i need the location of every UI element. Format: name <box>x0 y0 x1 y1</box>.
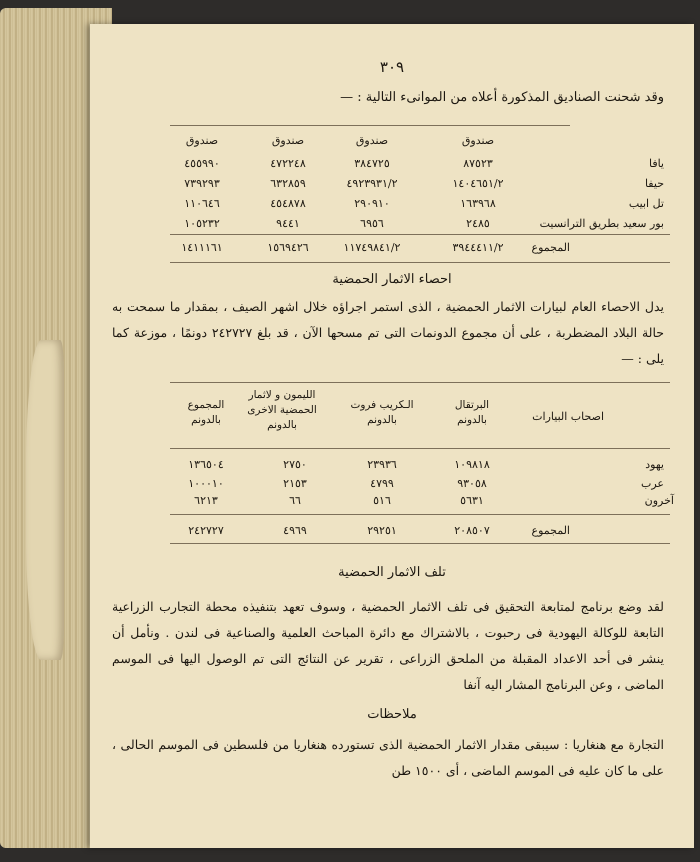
book-page <box>90 24 694 848</box>
table-cell: ٢١٥٣ <box>283 477 307 490</box>
page-number: ٣٠٩ <box>379 58 405 76</box>
table-cell: ٦٩٥٦ <box>360 217 384 230</box>
total-label: المجموع <box>531 241 570 254</box>
table-cell: ٩٤٤١ <box>276 217 300 230</box>
table-cell: ٥١٦ <box>373 494 391 507</box>
table-cell: ٢٤٨٥ <box>466 217 490 230</box>
table-top-rule <box>170 125 570 126</box>
col-header: اصحاب البيارات <box>532 410 604 423</box>
table-cell: ٤٥٥٩٩٠ <box>184 157 220 170</box>
table-cell: ٤٧٩٩ <box>370 477 394 490</box>
total-cell: ٣٩٤٤٤١١/٢ <box>452 241 504 254</box>
owner-label: عرب <box>641 477 664 490</box>
notes-paragraph: التجارة مع هنغاريا : سيبقى مقدار الاثمار الحمضية الذى تستورده هنغاريا من فلسطين فى الموسم الحالى ، على ما كان عليه فى الموسم الماضى ، أى ١٥٠٠ طن <box>112 737 664 778</box>
table-rule <box>170 448 670 449</box>
port-label: بور سعيد بطريق الترانسيت <box>539 217 664 230</box>
table-cell: ١٠٥٢٣٢ <box>184 217 220 230</box>
col-header: البرتقال بالدونم <box>454 399 490 426</box>
table-cell: ٤٥٤٨٧٨ <box>270 197 306 210</box>
table-rule <box>170 514 670 515</box>
total-cell: ٢٩٢٥١ <box>367 524 397 537</box>
table-cell: ٩٣٠٥٨ <box>457 477 487 490</box>
section-heading: احصاء الاثمار الحمضية <box>332 272 452 287</box>
table-cell: ١١٠٦٤٦ <box>184 197 220 210</box>
col-header: المجموع بالدونم <box>187 399 225 426</box>
total-cell: ١٥٦٩٤٢٦ <box>267 241 309 254</box>
unit-header: صندوق <box>355 134 389 147</box>
port-label: حيفا <box>644 177 664 190</box>
table-cell: ١٠٩٨١٨ <box>454 458 490 471</box>
table-cell: ٤٧٢٢٤٨ <box>270 157 306 170</box>
table-rule <box>170 234 670 235</box>
total-cell: ٢٤٢٧٢٧ <box>188 524 224 537</box>
table-cell: ٥٦٣١ <box>460 494 484 507</box>
port-label: تل ابيب <box>628 197 664 210</box>
col-header: الـكريب فروت بالدونم <box>350 399 414 426</box>
unit-header: صندوق <box>271 134 305 147</box>
port-label: يافا <box>648 157 664 170</box>
census-paragraph: يدل الاحصاء العام لبيارات الاثمار الحمضية ، الذى استمر اجراؤه خلال اشهر الصيف ، بمقدار ما سمحت به حالة البلاد المضطربة ، على أن مجموع الدونمات التى تم مسحها الآن ، قد بلغ ٢٤٢٧٢٧ دونمًا ، موزعة كما يلى : — <box>112 299 664 366</box>
intro-text: وقد شحنت الصناديق المذكورة أعلاه من الموانىء التالية : — <box>340 90 664 105</box>
total-cell: ٢٠٨٥٠٧ <box>454 524 490 537</box>
table-cell: ٢٣٩٣٦ <box>367 458 397 471</box>
table-cell: ٨٧٥٢٣ <box>463 157 493 170</box>
table-cell: ٧٣٩٢٩٣ <box>184 177 220 190</box>
table-cell: ١٠٠٠١٠ <box>188 477 224 490</box>
owner-label: آخرون <box>644 494 674 507</box>
table-cell: ٦٣٢٨٥٩ <box>270 177 306 190</box>
table-cell: ١٤٠٤٦٥١/٢ <box>452 177 504 190</box>
table-rule <box>170 382 670 383</box>
table-cell: ٤٩٢٣٩٣١/٢ <box>346 177 398 190</box>
table-cell: ٣٨٤٧٢٥ <box>354 157 390 170</box>
col-header: الليمون و لاثمار الحمضية الاخرى بالدونم <box>247 389 317 431</box>
table-cell: ٢٧٥٠ <box>283 458 307 471</box>
total-cell: ١٤١١١٦١ <box>181 241 223 254</box>
total-cell: ١١٧٤٩٨٤١/٢ <box>343 241 401 254</box>
owner-label: يهود <box>645 458 664 471</box>
total-label: المجموع <box>531 524 570 537</box>
unit-header: صندوق <box>185 134 219 147</box>
unit-header: صندوق <box>461 134 495 147</box>
table-cell: ١٣٦٥٠٤ <box>188 458 224 471</box>
curled-page-edge <box>26 340 64 660</box>
table-cell: ١٦٣٩٦٨ <box>460 197 496 210</box>
table-cell: ٢٩٠٩١٠ <box>354 197 390 210</box>
table-rule <box>170 543 670 544</box>
section-heading: تلف الاثمار الحمضية <box>338 565 446 580</box>
section-heading: ملاحظات <box>367 707 417 722</box>
total-cell: ٤٩٦٩ <box>283 524 307 537</box>
damage-paragraph: لقد وضع برنامج لمتابعة التحقيق فى تلف الاثمار الحمضية ، وسوف تعهد بتنفيذه محطة التجارب الزراعية التابعة للوكالة اليهودية فى رحبوت ، بالاشتراك مع دائرة المباحث العلمية والصناعية فى لندن . ونأمل أن ينشر فى أحد الاعداد المقبلة من الملحق الزراعى ، تقرير عن النتائج التى تم الوصول اليها فى الموسم الماضى ، وعن البرنامج المشار اليه آنفا <box>112 599 664 692</box>
table-cell: ٦٢١٣ <box>194 494 218 507</box>
table-rule <box>170 262 670 263</box>
table-cell: ٦٦ <box>289 494 301 507</box>
